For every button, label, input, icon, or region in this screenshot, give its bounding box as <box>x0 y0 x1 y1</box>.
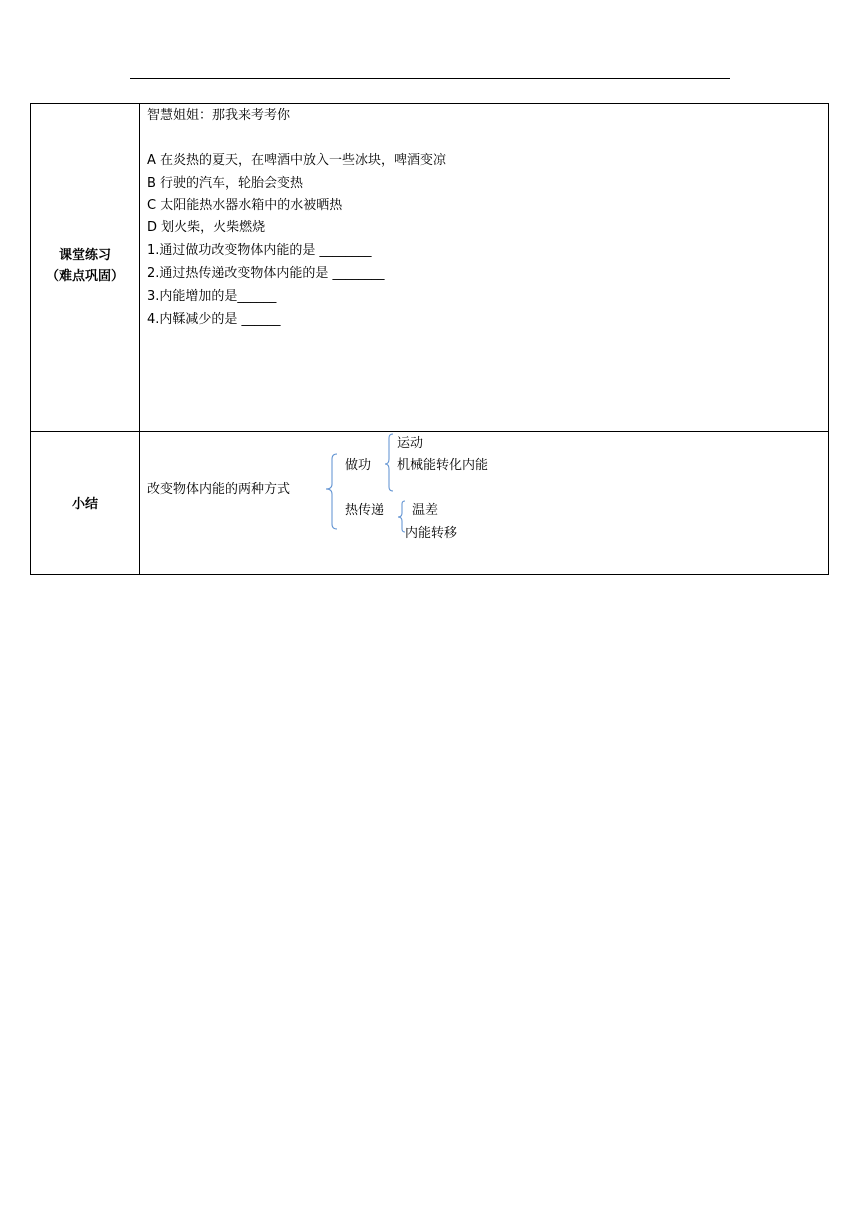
column-divider <box>139 104 140 574</box>
lesson-table <box>30 103 829 575</box>
branch1-name: 做功 <box>345 458 372 473</box>
option-a: A 在炎热的夏天，在啤酒中放入一些冰块，啤酒变凉 <box>147 153 447 168</box>
row-divider <box>31 431 828 432</box>
branch2-bracket <box>398 501 405 532</box>
header-rule <box>130 78 730 79</box>
question-2: 2.通过热传递改变物体内能的是 ________ <box>147 266 385 281</box>
branch2-item-2: 内能转移 <box>405 526 458 541</box>
branch2-item-1: 温差 <box>412 503 439 518</box>
question-3: 3.内能增加的是______ <box>147 289 277 304</box>
summary-label: 小结 <box>71 497 98 512</box>
question-4: 4.内鞣减少的是 ______ <box>147 312 281 327</box>
main-bracket <box>326 454 337 529</box>
option-b: B 行驶的汽车，轮胎会变热 <box>147 176 304 191</box>
option-c: C 太阳能热水器水箱中的水被晒热 <box>147 198 343 213</box>
branch1-item-1: 运动 <box>397 436 424 451</box>
option-d: D 划火柴，火柴燃烧 <box>147 220 266 235</box>
branch2-name: 热传递 <box>345 503 385 518</box>
practice-label-line2: （难点巩固） <box>45 269 124 284</box>
branch1-bracket <box>385 434 393 491</box>
practice-label-line1: 课堂练习 <box>58 248 111 263</box>
question-1: 1.通过做功改变物体内能的是 ________ <box>147 243 372 258</box>
summary-root: 改变物体内能的两种方式 <box>147 482 291 497</box>
branch1-item-2: 机械能转化内能 <box>397 458 489 473</box>
practice-label <box>31 245 139 287</box>
practice-intro: 智慧姐姐：那我来考考你 <box>147 108 291 123</box>
